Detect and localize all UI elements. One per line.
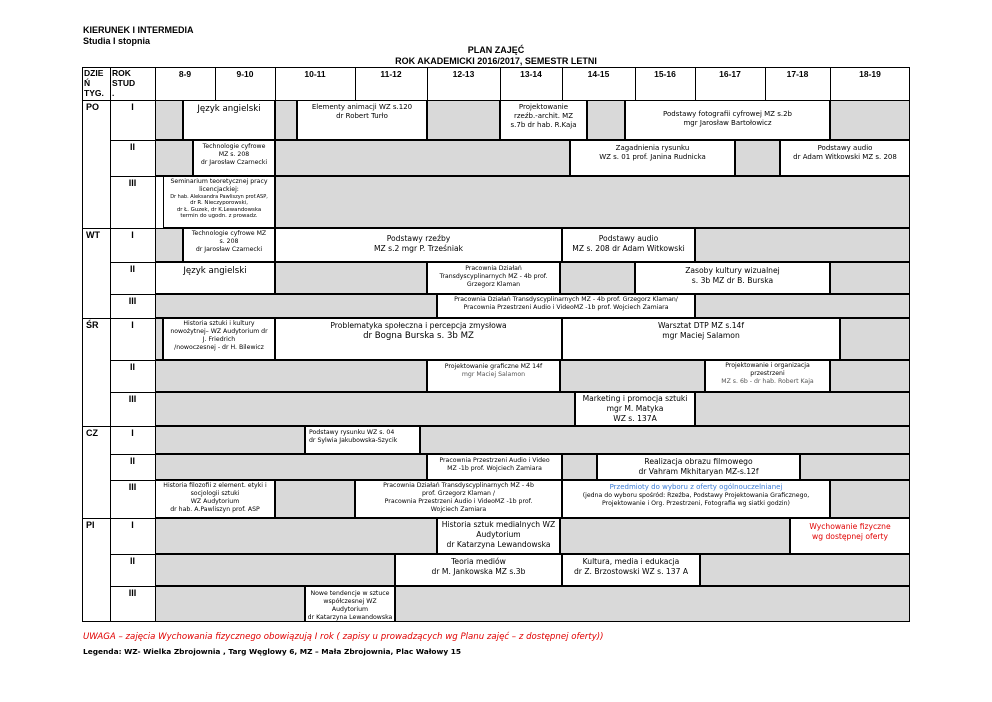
year-label: I bbox=[131, 230, 134, 240]
elective-description: (jedna do wyboru spośród: Rzeźba, Podstawy Projektowania Graficznego, Projektowanie i Org. Przestrzeni, Fotografia wg siatki godzin) bbox=[582, 492, 810, 508]
empty-cell bbox=[155, 228, 183, 262]
year-label: I bbox=[131, 428, 134, 438]
empty-cell bbox=[830, 100, 910, 140]
slot-header: 17-18 bbox=[786, 69, 809, 79]
slot-header: 9-10 bbox=[236, 69, 254, 79]
empty-cell bbox=[560, 262, 635, 294]
empty-cell bbox=[560, 360, 705, 392]
legend: Legenda: WZ- Wielka Zbrojownia , Targ Węglowy 6, MZ – Mała Zbrojownia, Plac Wałowy 15 bbox=[83, 647, 462, 656]
empty-cell bbox=[562, 454, 597, 480]
day-label-monday: PO bbox=[86, 102, 100, 112]
day-label-tuesday: WT bbox=[86, 230, 100, 240]
empty-cell bbox=[830, 480, 910, 518]
class-block: Kultura, media i edukacja dr Z. Brzostowski WZ s. 137 A bbox=[562, 554, 700, 586]
class-block: Pracownia Działań Transdyscyplinarnych MZ - 4b prof. Grzegorz Klaman bbox=[427, 262, 560, 294]
class-block: Historia filozofii z element. etyki i socjologii sztuki WZ Audytorium dr hab. A.Pawliszyn prof. ASP bbox=[155, 480, 275, 518]
year-label: III bbox=[128, 588, 137, 598]
empty-cell bbox=[275, 262, 427, 294]
empty-cell bbox=[155, 586, 305, 622]
year-label: III bbox=[128, 178, 137, 188]
day-label-friday: PI bbox=[86, 520, 95, 530]
day-column-header: DZIE Ń TYG. bbox=[84, 68, 104, 98]
empty-cell bbox=[560, 518, 790, 554]
class-title: Seminarium teoretycznej pracy licencjackiej: bbox=[170, 178, 268, 193]
class-block: Teoria mediów dr M. Jankowska MZ s.3b bbox=[395, 554, 562, 586]
year-label: II bbox=[129, 362, 135, 372]
class-block: Nowe tendencje w sztuce współczesnej WZ Audytorium dr Katarzyna Lewandowska bbox=[305, 586, 395, 622]
elective-block bbox=[562, 480, 830, 518]
slot-header: 11-12 bbox=[380, 69, 402, 79]
class-teacher: mgr Maciej Salamon bbox=[461, 371, 526, 379]
class-block: Warsztat DTP MZ s.14f mgr Maciej Salamon bbox=[562, 318, 840, 360]
page-subtitle: ROK AKADEMICKI 2016/2017, SEMESTR LETNI bbox=[395, 56, 597, 66]
class-block: Historia sztuki i kultury nowożytnej– WZ Audytorium dr J. Friedrich /nowoczesnej - dr H. Bilewicz bbox=[163, 318, 275, 360]
institution-title: KIERUNEK I INTERMEDIA bbox=[83, 25, 194, 35]
empty-cell bbox=[587, 100, 625, 140]
empty-cell bbox=[155, 426, 305, 454]
slot-header: 13-14 bbox=[520, 69, 542, 79]
empty-cell bbox=[155, 518, 437, 554]
empty-cell bbox=[695, 294, 910, 318]
class-block bbox=[275, 318, 562, 360]
class-block: Zasoby kultury wizualnej s. 3b MZ dr B. Burska bbox=[635, 262, 830, 294]
class-teacher: dr R. Nieczyporowski, dr Ł. Guzek, dr K.Lewandowska termin do ugodn. z prowadz. bbox=[176, 199, 262, 220]
class-title: Projektowanie graficzne MZ 14f bbox=[444, 363, 543, 370]
class-title: Projektowanie i organizacja przestrzeni bbox=[725, 362, 810, 378]
year-label: I bbox=[131, 520, 134, 530]
class-teacher: dr Bogna Burska s. 3b MZ bbox=[363, 330, 474, 341]
empty-cell bbox=[830, 360, 910, 392]
class-block: Projektowanie rzeźb.-archit. MZ s.7b dr hab. R.Kaja bbox=[500, 100, 587, 140]
class-block: Pracownia Działań Transdyscyplinarnych MZ - 4b prof. Grzegorz Klaman/ Pracownia Przestrzeni Audio i VideoMZ -1b prof. Wojciech Zamiara bbox=[437, 294, 695, 318]
class-block: Podstawy audio dr Adam Witkowski MZ s. 208 bbox=[780, 140, 910, 176]
year-label: I bbox=[131, 320, 134, 330]
class-block: Elementy animacji WZ s.120 dr Robert Turło bbox=[297, 100, 427, 140]
class-title: Język angielski bbox=[197, 104, 261, 114]
class-block bbox=[155, 262, 275, 294]
empty-cell bbox=[420, 426, 910, 454]
year-label: III bbox=[128, 394, 137, 404]
slot-header: 18-19 bbox=[859, 69, 881, 79]
class-block: Marketing i promocja sztuki mgr M. Matyka WZ s. 137A bbox=[575, 392, 695, 426]
day-label-wednesday: ŚR bbox=[86, 320, 99, 330]
year-label: II bbox=[129, 264, 135, 274]
class-block: Podstawy rzeźby MZ s.2 mgr P. Trześniak bbox=[275, 228, 562, 262]
empty-cell bbox=[735, 140, 780, 176]
empty-cell bbox=[695, 228, 910, 262]
elective-title: Przedmioty do wyboru z oferty ogólnouczelnianej bbox=[609, 483, 783, 491]
class-block: Pracownia Przestrzeni Audio i Video MZ -1b prof. Wojciech Zamiara bbox=[427, 454, 562, 480]
slot-header: 14-15 bbox=[587, 69, 610, 79]
class-block: Podstawy audio MZ s. 208 dr Adam Witkowski bbox=[562, 228, 695, 262]
empty-cell bbox=[275, 480, 355, 518]
empty-cell bbox=[155, 554, 395, 586]
empty-cell bbox=[275, 176, 910, 228]
class-block: Pracownia Działań Transdyscyplinarnych MZ - 4b prof. Grzegorz Klaman / Pracownia Przestrzeni Audio i VideoMZ -1b prof. Wojciech Zamiara bbox=[355, 480, 562, 518]
slot-header: 12-13 bbox=[452, 69, 475, 79]
slot-header: 10-11 bbox=[304, 69, 326, 79]
empty-cell bbox=[155, 454, 427, 480]
empty-cell bbox=[155, 100, 183, 140]
year-label: III bbox=[128, 296, 137, 306]
class-block bbox=[427, 360, 560, 392]
class-title: Język angielski bbox=[183, 266, 247, 276]
empty-cell bbox=[155, 360, 427, 392]
empty-cell bbox=[427, 100, 500, 140]
class-block: Realizacja obrazu filmowego dr Vahram Mkhitaryan MZ-s.12f bbox=[597, 454, 800, 480]
class-block bbox=[183, 100, 275, 140]
empty-cell bbox=[275, 140, 570, 176]
slot-header: 8-9 bbox=[178, 69, 192, 79]
empty-cell bbox=[395, 586, 910, 622]
slot-header: 15-16 bbox=[654, 69, 676, 79]
page-title: PLAN ZAJĘĆ bbox=[467, 45, 525, 55]
class-block: Historia sztuk medialnych WZ Audytorium dr Katarzyna Lewandowska bbox=[437, 518, 560, 554]
year-label: I bbox=[131, 102, 134, 112]
study-level: Studia I stopnia bbox=[83, 36, 151, 46]
empty-cell bbox=[155, 294, 437, 318]
class-block: Podstawy fotografii cyfrowej MZ s.2b mgr Jarosław Bartołowicz bbox=[625, 100, 830, 140]
year-label: II bbox=[129, 556, 135, 566]
empty-cell bbox=[275, 100, 297, 140]
class-block: Podstawy rysunku WZ s. 04 dr Sylwia Jakubowska-Szycik bbox=[305, 426, 420, 454]
slot-header: 16-17 bbox=[719, 69, 741, 79]
empty-cell bbox=[155, 318, 163, 360]
empty-cell bbox=[830, 262, 910, 294]
class-block: Zagadnienia rysunku WZ s. 01 prof. Janina Rudnicka bbox=[570, 140, 735, 176]
empty-cell bbox=[700, 554, 910, 586]
empty-cell bbox=[155, 140, 193, 176]
class-block bbox=[163, 176, 275, 228]
class-block: Technologie cyfrowe MZ s. 208 dr Jarosław Czarnecki bbox=[183, 228, 275, 262]
empty-cell bbox=[155, 392, 575, 426]
class-teacher: MZ s. 6b - dr hab. Robert Kaja bbox=[721, 378, 814, 386]
class-block: Technologie cyfrowe MZ s. 208 dr Jarosław Czarnecki bbox=[193, 140, 275, 176]
year-label: II bbox=[129, 142, 135, 152]
empty-cell bbox=[800, 454, 910, 480]
empty-cell bbox=[695, 392, 910, 426]
empty-cell bbox=[840, 318, 910, 360]
warning-note: UWAGA – zajęcia Wychowania fizycznego obowiązują I rok ( zapisy u prowadzących wg Planu zajęć – z dostępnej oferty)) bbox=[83, 632, 604, 642]
year-column-header: ROK STUD . bbox=[112, 68, 136, 98]
class-block: Wychowanie fizyczne wg dostępnej oferty bbox=[790, 518, 910, 554]
day-label-thursday: CZ bbox=[86, 428, 98, 438]
year-label: III bbox=[128, 482, 137, 492]
class-title: Problematyka społeczna i percepcja zmysłowa bbox=[330, 321, 507, 330]
year-label: II bbox=[129, 456, 135, 466]
class-block bbox=[705, 360, 830, 392]
class-teacher: Dr hab. Aleksandra Pawliszyn prof.ASP, bbox=[170, 193, 268, 200]
